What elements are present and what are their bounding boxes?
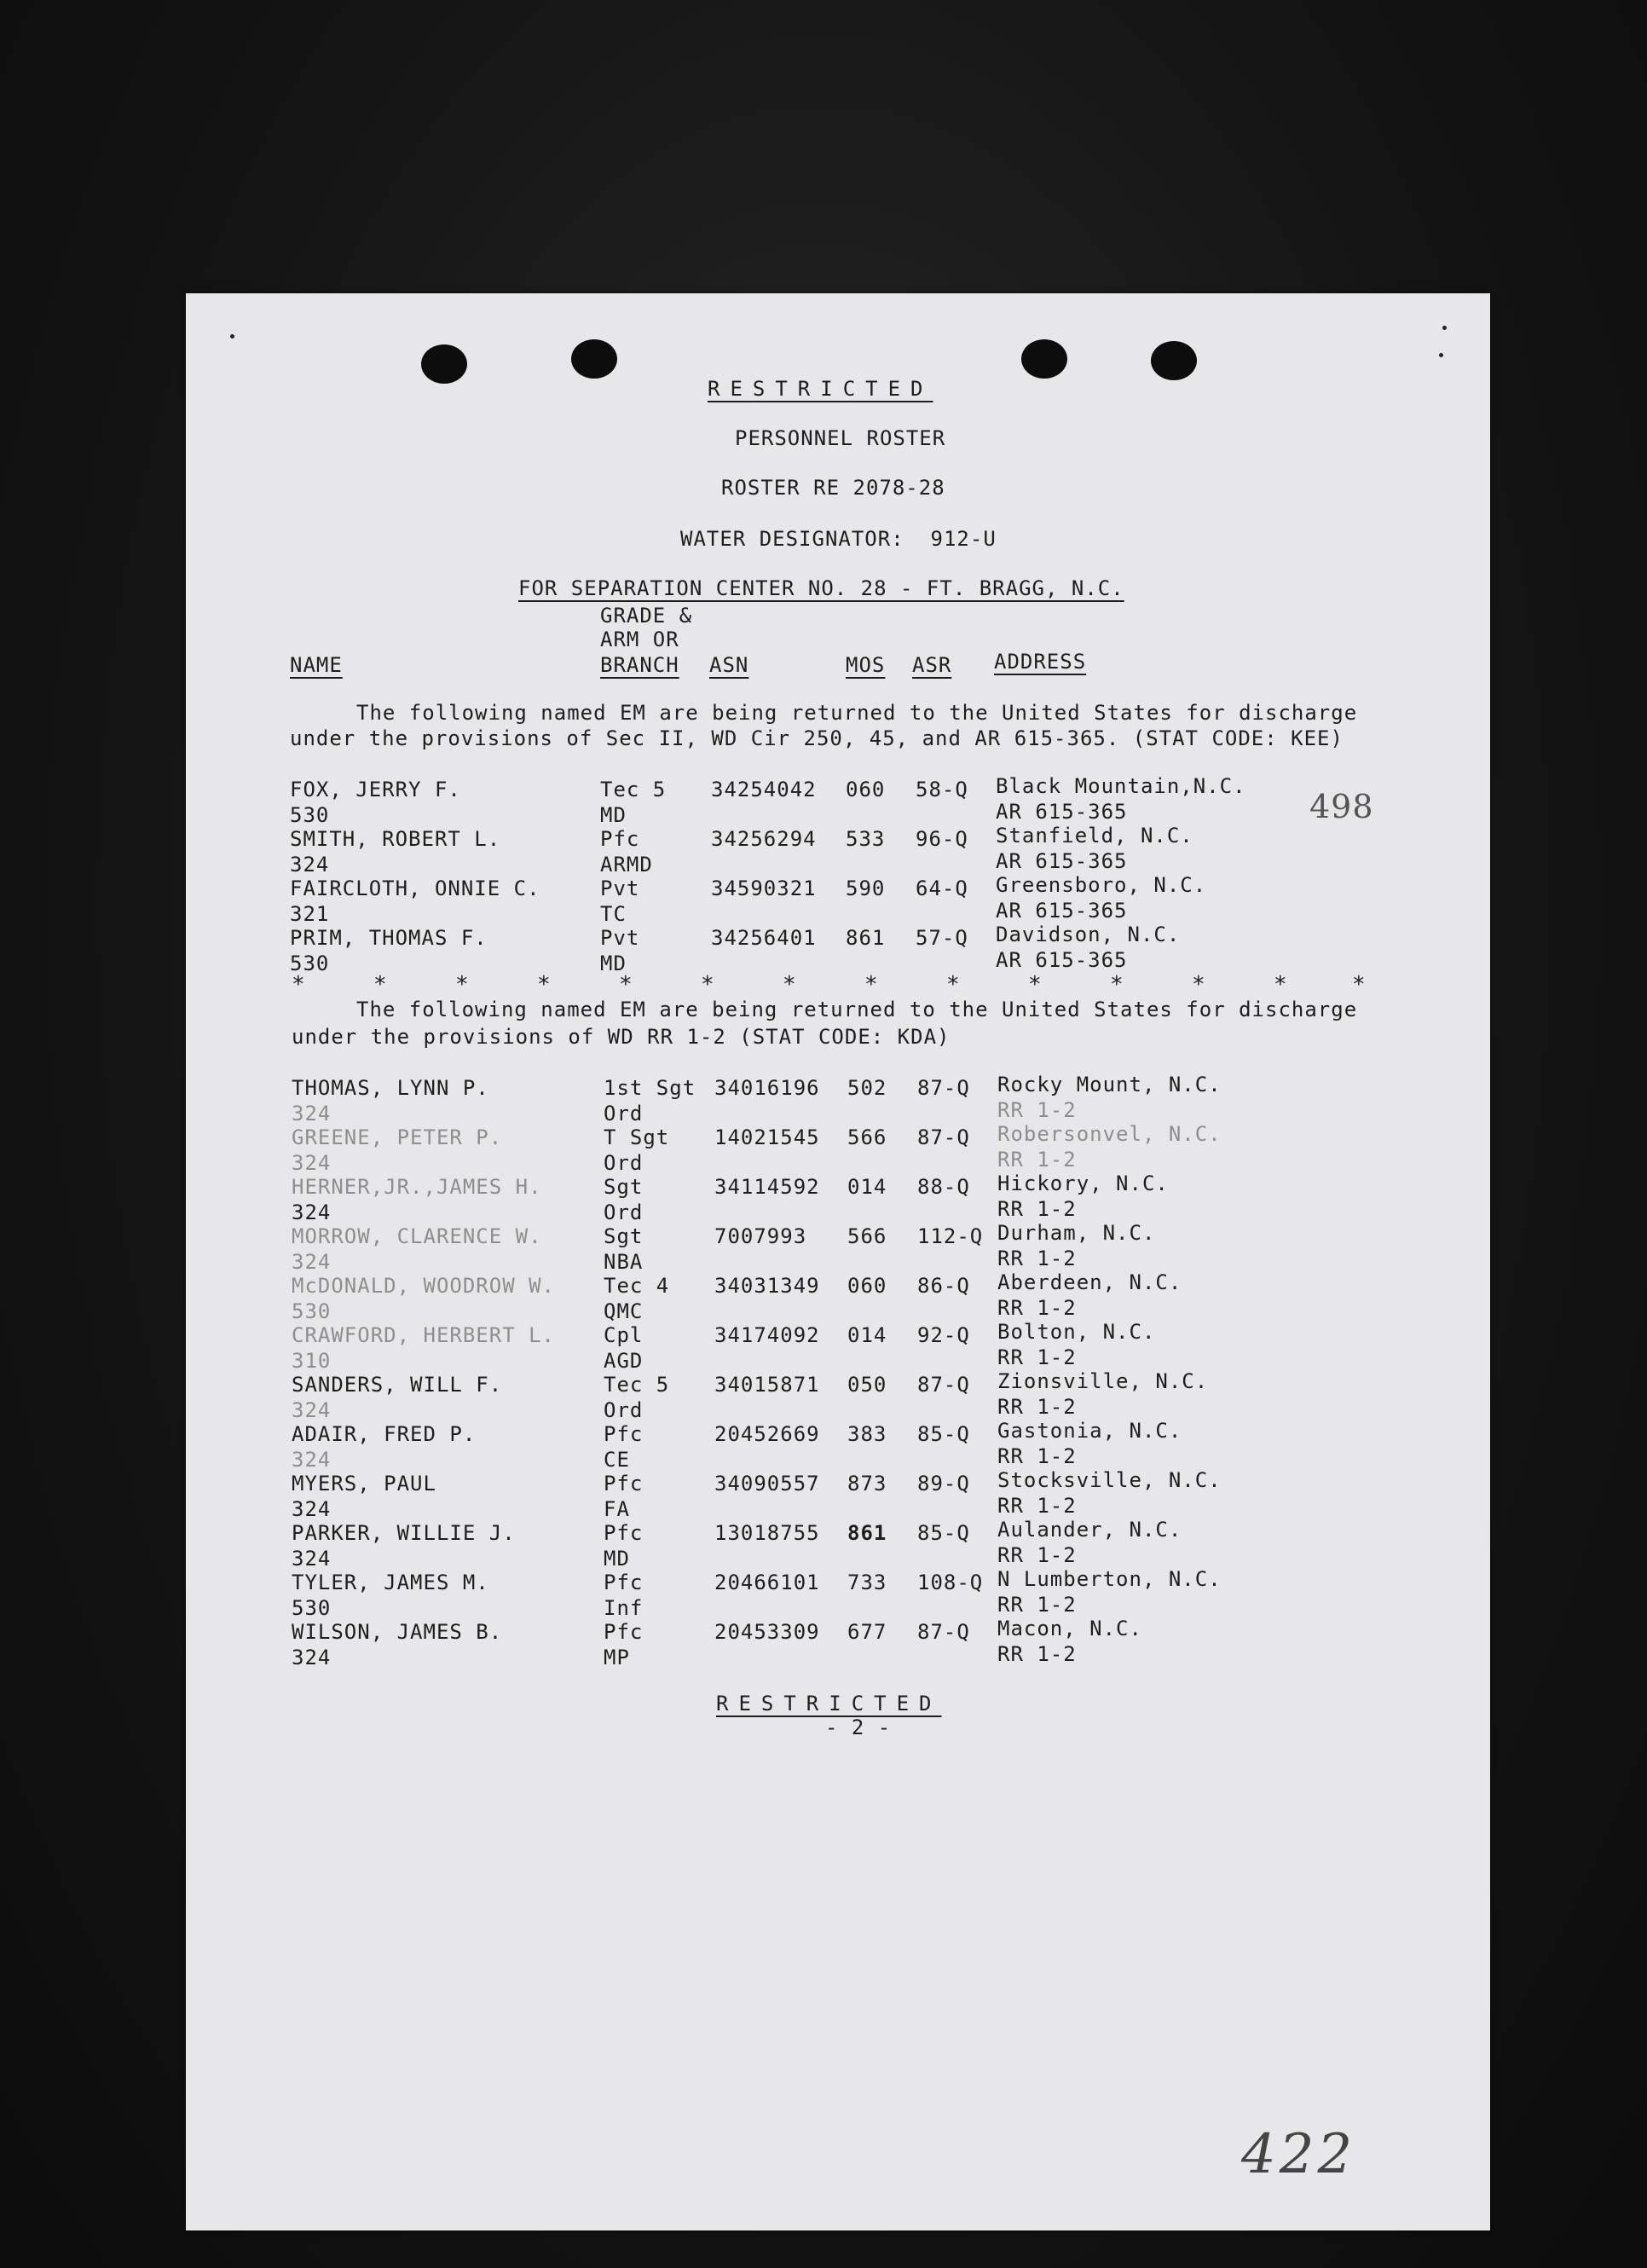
row-name: FAIRCLOTH, ONNIE C. (290, 877, 540, 900)
asterisk-separator (292, 972, 1366, 998)
separator-star: * (292, 972, 305, 998)
row-code: 530 (292, 1596, 332, 1620)
row-name: McDONALD, WOODROW W. (292, 1274, 555, 1298)
row-asn: 14021545 (714, 1125, 820, 1149)
row-grade: Pfc (600, 827, 640, 851)
separator-star: * (1028, 972, 1042, 998)
col-mos: MOS (846, 653, 886, 677)
col-address: ADDRESS (994, 650, 1087, 674)
row-address: Hickory, N.C. (997, 1172, 1169, 1195)
row-asn: 34031349 (714, 1274, 820, 1298)
row-code: 530 (292, 1299, 332, 1323)
row-branch: MD (600, 952, 627, 975)
row-asr: 58-Q (916, 778, 968, 801)
row-authority: RR 1-2 (997, 1296, 1077, 1320)
row-authority: AR 615-365 (996, 849, 1128, 873)
classification-top: RESTRICTED (708, 377, 933, 401)
row-authority: RR 1-2 (997, 1543, 1077, 1567)
row-asn: 34016196 (714, 1076, 820, 1100)
row-asr: 86-Q (917, 1274, 970, 1298)
row-grade: Pfc (604, 1472, 644, 1496)
row-name: MORROW, CLARENCE W. (292, 1224, 542, 1248)
row-branch: FA (604, 1497, 630, 1521)
row-mos: 677 (847, 1620, 887, 1644)
section2-intro-line1: The following named EM are being returned to the United States for discharge (356, 998, 1358, 1021)
row-branch: Inf (604, 1596, 644, 1620)
row-asn: 13018755 (714, 1521, 820, 1545)
punch-hole (1021, 339, 1067, 379)
row-grade: 1st Sgt (604, 1076, 696, 1100)
row-branch: Ord (604, 1102, 644, 1125)
separator-star: * (701, 972, 714, 998)
row-authority: RR 1-2 (997, 1593, 1077, 1617)
row-code: 324 (292, 1448, 332, 1472)
row-address: Gastonia, N.C. (997, 1419, 1182, 1443)
separator-star: * (946, 972, 960, 998)
row-name: SMITH, ROBERT L. (290, 827, 501, 851)
row-asr: 87-Q (917, 1373, 970, 1397)
stamp-number: 498 (1309, 788, 1374, 825)
row-mos: 050 (847, 1373, 887, 1397)
row-name: THOMAS, LYNN P. (292, 1076, 489, 1100)
row-code: 324 (292, 1646, 332, 1669)
section2-intro-line2: under the provisions of WD RR 1-2 (STAT CODE: KDA) (292, 1025, 951, 1049)
row-authority: RR 1-2 (997, 1197, 1077, 1221)
separation-center: FOR SEPARATION CENTER NO. 28 - FT. BRAGG, N.C. (518, 576, 1124, 600)
row-asn: 34015871 (714, 1373, 820, 1397)
separator-star: * (537, 972, 551, 998)
row-branch: QMC (604, 1299, 644, 1323)
row-authority: RR 1-2 (997, 1642, 1077, 1666)
row-grade: Tec 4 (604, 1274, 670, 1298)
row-asr: 87-Q (917, 1125, 970, 1149)
row-branch: TC (600, 902, 627, 926)
row-address: Aulander, N.C. (997, 1518, 1182, 1542)
row-authority: RR 1-2 (997, 1247, 1077, 1270)
row-branch: MD (604, 1547, 630, 1571)
row-address: Bolton, N.C. (997, 1320, 1156, 1344)
row-mos: 566 (847, 1125, 887, 1149)
speck (230, 334, 234, 338)
row-asn: 20453309 (714, 1620, 820, 1644)
separator-star: * (1110, 972, 1124, 998)
row-branch: ARMD (600, 853, 653, 877)
row-branch: MP (604, 1646, 630, 1669)
row-code: 324 (292, 1398, 332, 1422)
row-address: Zionsville, N.C. (997, 1369, 1209, 1393)
row-name: HERNER,JR.,JAMES H. (292, 1175, 542, 1199)
row-asr: 87-Q (917, 1076, 970, 1100)
col-grade-line2: ARM OR (600, 628, 679, 651)
row-grade: Pvt (600, 926, 640, 950)
col-asn: ASN (709, 653, 749, 677)
row-code: 321 (290, 902, 330, 926)
row-mos: 502 (847, 1076, 887, 1100)
row-code: 324 (292, 1547, 332, 1571)
row-asn: 34114592 (714, 1175, 820, 1199)
row-name: PARKER, WILLIE J. (292, 1521, 516, 1545)
row-asn: 20466101 (714, 1571, 820, 1594)
row-name: TYLER, JAMES M. (292, 1571, 489, 1594)
row-name: WILSON, JAMES B. (292, 1620, 503, 1644)
separator-star: * (1352, 972, 1366, 998)
row-mos: 014 (847, 1323, 887, 1347)
row-code: 310 (292, 1349, 332, 1373)
separator-star: * (455, 972, 469, 998)
row-mos: 861 (846, 926, 886, 950)
row-authority: RR 1-2 (997, 1444, 1077, 1468)
row-branch: Ord (604, 1398, 644, 1422)
row-mos: 861 (847, 1521, 887, 1545)
row-asn: 7007993 (714, 1224, 807, 1248)
row-name: GREENE, PETER P. (292, 1125, 503, 1149)
row-asr: 92-Q (917, 1323, 970, 1347)
row-address: Stocksville, N.C. (997, 1468, 1222, 1492)
row-name: FOX, JERRY F. (290, 778, 461, 801)
row-asn: 34254042 (711, 778, 817, 801)
col-grade-line3: BRANCH (600, 653, 679, 677)
row-name: CRAWFORD, HERBERT L. (292, 1323, 555, 1347)
row-code: 324 (292, 1201, 332, 1224)
page-number: - 2 - (825, 1715, 892, 1739)
row-grade: Tec 5 (604, 1373, 670, 1397)
roster-number: ROSTER RE 2078-28 (721, 476, 945, 500)
col-grade-line1: GRADE & (600, 604, 693, 628)
row-address: Greensboro, N.C. (996, 873, 1207, 897)
row-code: 324 (290, 853, 330, 877)
speck (1439, 353, 1443, 357)
separator-star: * (619, 972, 633, 998)
separator-star: * (864, 972, 878, 998)
row-grade: Cpl (604, 1323, 644, 1347)
water-designator: WATER DESIGNATOR: 912-U (680, 527, 997, 551)
punch-hole (571, 339, 617, 379)
row-code: 324 (292, 1102, 332, 1125)
row-address: Durham, N.C. (997, 1221, 1156, 1245)
row-branch: Ord (604, 1201, 644, 1224)
row-address: Robersonvel, N.C. (997, 1122, 1222, 1146)
row-asn: 34090557 (714, 1472, 820, 1496)
row-mos: 060 (846, 778, 886, 801)
row-authority: RR 1-2 (997, 1345, 1077, 1369)
classification-bottom: RESTRICTED (716, 1692, 942, 1715)
row-name: ADAIR, FRED P. (292, 1422, 477, 1446)
row-code: 530 (290, 803, 330, 827)
row-branch: NBA (604, 1250, 644, 1274)
row-grade: T Sgt (604, 1125, 670, 1149)
row-asr: 96-Q (916, 827, 968, 851)
row-authority: RR 1-2 (997, 1098, 1077, 1122)
handwritten-page-number: 422 (1241, 2123, 1356, 2186)
section1-intro-line1: The following named EM are being returned to the United States for discharge (356, 701, 1358, 725)
row-grade: Tec 5 (600, 778, 667, 801)
row-code: 324 (292, 1250, 332, 1274)
row-asn: 34590321 (711, 877, 817, 900)
row-grade: Pvt (600, 877, 640, 900)
row-grade: Pfc (604, 1521, 644, 1545)
row-mos: 014 (847, 1175, 887, 1199)
row-code: 324 (292, 1151, 332, 1175)
row-asr: 112-Q (917, 1224, 984, 1248)
row-mos: 733 (847, 1571, 887, 1594)
row-asr: 85-Q (917, 1521, 970, 1545)
row-grade: Sgt (604, 1175, 644, 1199)
separator-star: * (373, 972, 387, 998)
row-asr: 87-Q (917, 1620, 970, 1644)
row-asr: 85-Q (917, 1422, 970, 1446)
row-mos: 873 (847, 1472, 887, 1496)
speck (1442, 326, 1447, 330)
row-authority: RR 1-2 (997, 1148, 1077, 1172)
col-name: NAME (290, 653, 343, 677)
row-asn: 20452669 (714, 1422, 820, 1446)
row-name: MYERS, PAUL (292, 1472, 436, 1496)
separator-star: * (1274, 972, 1287, 998)
row-asn: 34174092 (714, 1323, 820, 1347)
row-address: Black Mountain,N.C. (996, 774, 1246, 798)
row-branch: AGD (604, 1349, 644, 1373)
row-code: 530 (290, 952, 330, 975)
row-asn: 34256294 (711, 827, 817, 851)
row-name: SANDERS, WILL F. (292, 1373, 503, 1397)
separator-star: * (783, 972, 796, 998)
row-authority: AR 615-365 (996, 899, 1128, 923)
row-asr: 88-Q (917, 1175, 970, 1199)
row-branch: MD (600, 803, 627, 827)
row-mos: 590 (846, 877, 886, 900)
document-title: PERSONNEL ROSTER (735, 426, 946, 450)
punch-hole (421, 344, 467, 384)
row-branch: CE (604, 1448, 630, 1472)
row-address: N Lumberton, N.C. (997, 1567, 1222, 1591)
row-mos: 060 (847, 1274, 887, 1298)
row-code: 324 (292, 1497, 332, 1521)
section1-intro-line2: under the provisions of Sec II, WD Cir 250, 45, and AR 615-365. (STAT CODE: KEE) (290, 726, 1344, 750)
row-asr: 64-Q (916, 877, 968, 900)
row-address: Macon, N.C. (997, 1617, 1142, 1640)
punch-hole (1151, 341, 1197, 380)
row-mos: 566 (847, 1224, 887, 1248)
row-grade: Sgt (604, 1224, 644, 1248)
col-asr: ASR (912, 653, 952, 677)
row-authority: AR 615-365 (996, 800, 1128, 824)
row-address: Davidson, N.C. (996, 923, 1181, 946)
separator-star: * (1192, 972, 1205, 998)
row-branch: Ord (604, 1151, 644, 1175)
row-address: Aberdeen, N.C. (997, 1270, 1182, 1294)
row-asr: 57-Q (916, 926, 968, 950)
row-asr: 108-Q (917, 1571, 984, 1594)
row-mos: 533 (846, 827, 886, 851)
row-authority: RR 1-2 (997, 1395, 1077, 1419)
row-asr: 89-Q (917, 1472, 970, 1496)
row-grade: Pfc (604, 1571, 644, 1594)
row-mos: 383 (847, 1422, 887, 1446)
row-authority: RR 1-2 (997, 1494, 1077, 1518)
row-asn: 34256401 (711, 926, 817, 950)
row-grade: Pfc (604, 1620, 644, 1644)
row-grade: Pfc (604, 1422, 644, 1446)
row-address: Stanfield, N.C. (996, 824, 1193, 848)
row-name: PRIM, THOMAS F. (290, 926, 488, 950)
row-authority: AR 615-365 (996, 948, 1128, 972)
row-address: Rocky Mount, N.C. (997, 1073, 1222, 1096)
